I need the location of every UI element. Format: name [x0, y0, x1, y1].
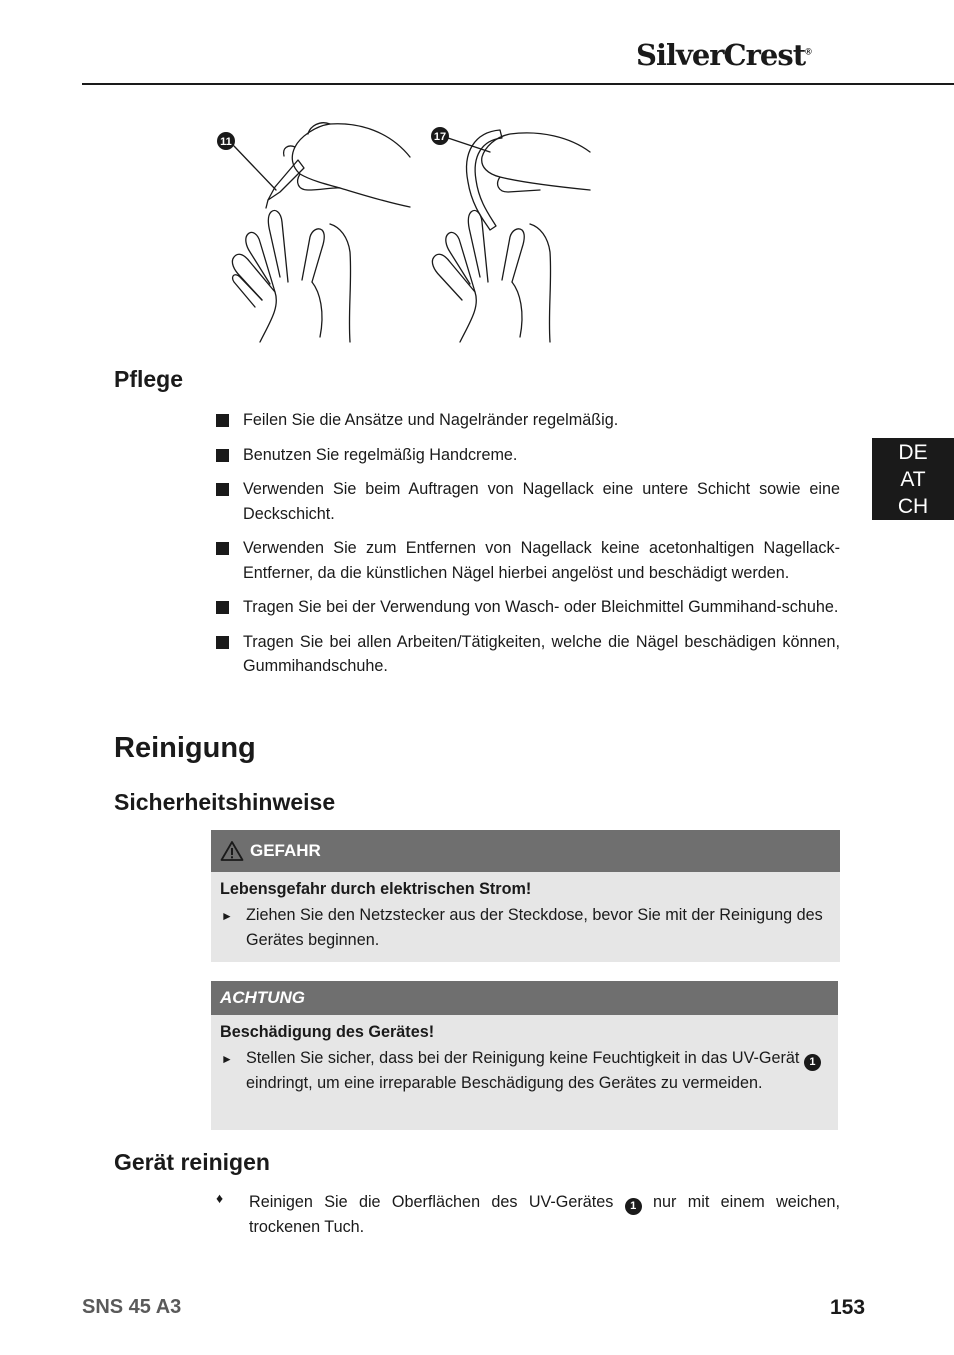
- pflege-list: [216, 408, 840, 689]
- brand-name: SilverCrest: [636, 38, 806, 72]
- list-item: [216, 443, 840, 468]
- list-item: [216, 595, 840, 620]
- square-bullet-icon: [216, 449, 229, 462]
- danger-label: GEFAHR: [250, 841, 321, 860]
- callout-17: [431, 127, 449, 145]
- lang-ch: CH: [897, 495, 929, 518]
- chapter-title-reinigung: Reinigung: [114, 732, 256, 764]
- list-item-text: Tragen Sie bei allen Arbeiten/Tätigkeiten, welche die Nägel beschädigen können, Gummihandschuhe.: [243, 632, 840, 675]
- nail-care-illustration: [200, 112, 620, 352]
- section-title-pflege: Pflege: [114, 366, 184, 392]
- warning-triangle-icon: [220, 840, 244, 862]
- callout-11: [217, 132, 235, 150]
- part-number-badge: 1: [625, 1198, 642, 1215]
- danger-text: Ziehen Sie den Netzstecker aus der Steckdose, bevor Sie mit der Reinigung des Gerätes beginnen.: [246, 906, 823, 949]
- square-bullet-icon: [216, 636, 229, 649]
- footer-model-number: SNS 45 A3: [82, 1296, 182, 1318]
- list-item-text: Verwenden Sie beim Auftragen von Nagellack eine untere Schicht sowie eine Deckschicht.: [243, 480, 840, 523]
- danger-warning-box: [211, 830, 840, 962]
- lang-at: AT: [900, 468, 926, 491]
- caution-warning-box: [211, 981, 838, 1130]
- list-item: [216, 1190, 840, 1240]
- list-item: [216, 536, 840, 585]
- arrow-bullet-icon: ►: [221, 909, 233, 923]
- list-item-text: Tragen Sie bei der Verwendung von Wasch- oder Bleichmittel Gummihand-schuhe.: [243, 598, 839, 616]
- diamond-bullet-icon: ♦: [216, 1190, 224, 1206]
- section-title-sicherheitshinweise: Sicherheitshinweise: [114, 789, 336, 815]
- arrow-bullet-icon: ►: [221, 1052, 233, 1066]
- brand-logo: [636, 38, 866, 72]
- caution-header: [211, 981, 838, 1015]
- caution-subtitle: Beschädigung des Gerätes!: [220, 1023, 435, 1041]
- lang-de: DE: [898, 441, 928, 464]
- danger-header: [211, 830, 840, 872]
- caution-text-after: eindringt, um eine irreparable Beschädigung des Gerätes zu vermeiden.: [246, 1074, 763, 1092]
- language-tab: [872, 438, 954, 520]
- caution-instruction: [211, 1042, 838, 1102]
- registered-mark: ®: [805, 46, 811, 57]
- callout-17-label: 17: [433, 131, 447, 143]
- danger-subtitle: Lebensgefahr durch elektrischen Strom!: [220, 880, 532, 898]
- caution-label: ACHTUNG: [220, 988, 305, 1007]
- geraet-reinigen-list: [216, 1190, 840, 1240]
- callout-11-label: 11: [220, 136, 232, 148]
- footer-page-number: 153: [830, 1296, 866, 1319]
- danger-instruction: [211, 899, 840, 958]
- square-bullet-icon: [216, 414, 229, 427]
- list-item-text: Verwenden Sie zum Entfernen von Nagellack keine acetonhaltigen Nagellack-Entferner, da die künstlichen Nägel hierbei angelöst und beschädigt werden.: [243, 539, 840, 582]
- list-item: [216, 408, 840, 433]
- list-item-text: Feilen Sie die Ansätze und Nagelränder regelmäßig.: [243, 411, 619, 429]
- square-bullet-icon: [216, 542, 229, 555]
- square-bullet-icon: [216, 483, 229, 496]
- square-bullet-icon: [216, 601, 229, 614]
- list-item: [216, 630, 840, 679]
- geraet-text-before: Reinigen Sie die Oberflächen des UV-Gerätes: [249, 1193, 625, 1211]
- list-item: [216, 477, 840, 526]
- caution-text-before: Stellen Sie sicher, dass bei der Reinigung keine Feuchtigkeit in das UV-Gerät: [246, 1049, 804, 1067]
- part-number-badge: 1: [804, 1054, 821, 1071]
- geraet-text-after: nur mit einem weichen, trockenen Tuch.: [249, 1193, 840, 1236]
- section-title-geraet-reinigen: Gerät reinigen: [114, 1149, 270, 1175]
- hands-drawing: [200, 112, 620, 352]
- list-item-text: Benutzen Sie regelmäßig Handcreme.: [243, 445, 518, 464]
- header-rule: [82, 83, 954, 85]
